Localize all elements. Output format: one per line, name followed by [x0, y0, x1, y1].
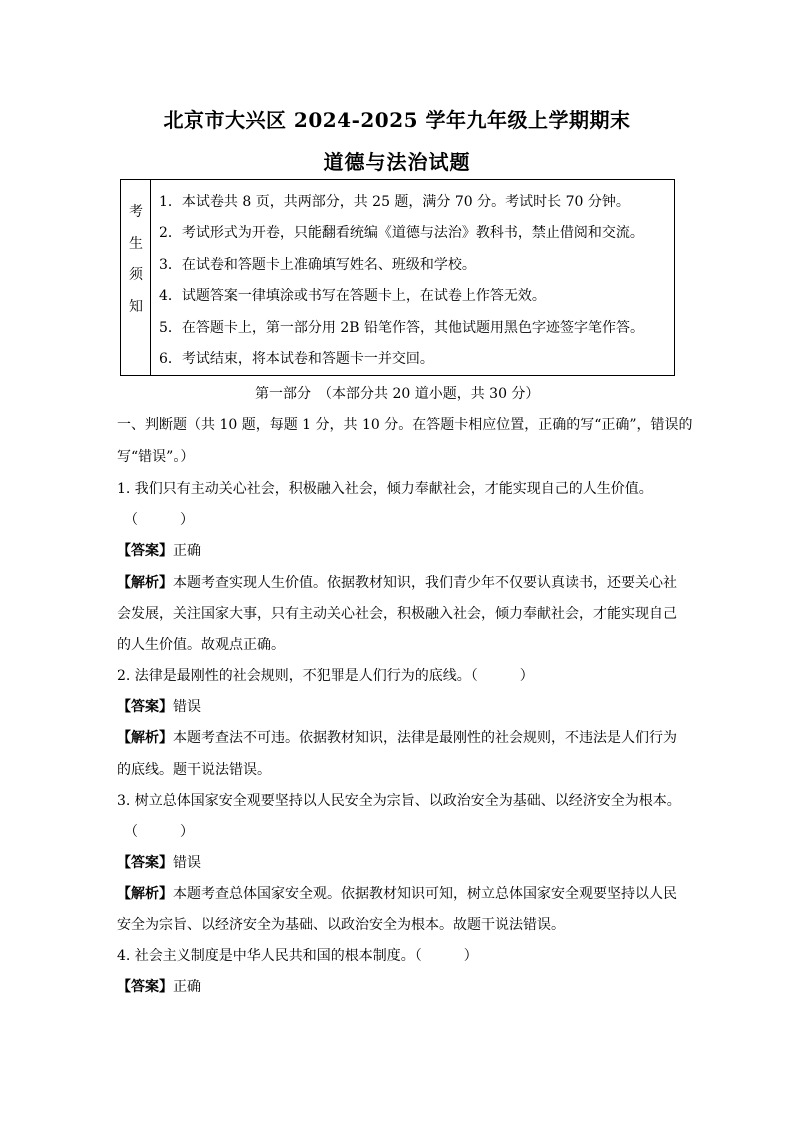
notice-item: 3．在试卷和答题卡上准确填写姓名、班级和学校。: [159, 256, 476, 273]
analysis-text: 本题考查法不可违。依据教材知识，法律是最刚性的社会规则，不违法是人们行为: [173, 730, 677, 746]
analysis-text: 的人生价值。故观点正确。: [117, 637, 285, 653]
answer-label: 【答案】: [117, 699, 173, 715]
answer-blank: （ ）: [124, 824, 194, 840]
part-header: 第一部分 （本部分共 20 道小题，共 30 分）: [255, 386, 540, 402]
analysis-line: [117, 728, 677, 748]
exam-notice-box: [120, 179, 675, 376]
section-intro: 写“错误”。）: [117, 449, 195, 465]
question-3: 3. 树立总体国家安全观要坚持以人民安全为宗旨、以政治安全为基础、以经济安全为根本。: [117, 793, 681, 809]
notice-item: 4．试题答案一律填涂或书写在答题卡上，在试卷上作答无效。: [159, 288, 546, 305]
notice-label-char: 须: [129, 267, 143, 283]
answer-label: 【答案】: [117, 855, 173, 871]
answer-value: 错误: [173, 855, 201, 871]
answer-value: 错误: [173, 699, 201, 715]
notice-item: 1．本试卷共 8 页，共两部分，共 25 题，满分 70 分。考试时长 70 分钟。: [159, 194, 630, 210]
notice-label-char: 考: [129, 204, 143, 220]
analysis-label: 【解析】: [117, 730, 173, 746]
notice-item: 6．考试结束，将本试卷和答题卡一并交回。: [159, 350, 434, 367]
analysis-label: 【解析】: [117, 575, 173, 591]
answer-line: [117, 541, 201, 561]
question-1: 1. 我们只有主动关心社会，积极融入社会，倾力奉献社会，才能实现自己的人生价值。: [117, 481, 653, 497]
notice-list: [159, 192, 644, 380]
notice-label-char: 生: [129, 236, 143, 252]
question-2: 2. 法律是最刚性的社会规则，不犯罪是人们行为的底线。（ ）: [117, 668, 534, 684]
notice-item: 5．在答题卡上，第一部分用 2B 铅笔作答，其他试题用黑色字迹签字笔作答。: [159, 319, 645, 336]
analysis-line: [117, 884, 677, 904]
analysis-text: 安全为宗旨、以经济安全为基础、以政治安全为根本。故题干说法错误。: [117, 917, 565, 933]
analysis-label: 【解析】: [117, 886, 173, 902]
page-title: 北京市大兴区 2024-2025 学年九年级上学期期末: [163, 108, 631, 132]
answer-blank: （ ）: [124, 512, 194, 528]
answer-label: 【答案】: [117, 979, 173, 995]
analysis-text: 本题考查实现人生价值。依据教材知识，我们青少年不仅要认真读书，还要关心社: [173, 575, 677, 591]
page-subtitle: 道德与法治试题: [323, 150, 471, 174]
analysis-text: 会发展，关注国家大事，只有主动关心社会，积极融入社会，倾力奉献社会，才能实现自己: [117, 606, 677, 622]
notice-label-column: [121, 180, 151, 375]
notice-item: 2．考试形式为开卷，只能翻看统编《道德与法治》教科书，禁止借阅和交流。: [159, 225, 644, 242]
notice-label-char: 知: [129, 299, 143, 315]
answer-label: 【答案】: [117, 543, 173, 559]
analysis-text: 的底线。题干说法错误。: [117, 762, 271, 778]
answer-value: 正确: [173, 543, 201, 559]
analysis-text: 本题考查总体国家安全观。依据教材知识可知，树立总体国家安全观要坚持以人民: [173, 886, 677, 902]
answer-value: 正确: [173, 979, 201, 995]
answer-line: [117, 697, 201, 717]
section-intro: 一、判断题（共 10 题，每题 1 分，共 10 分。在答题卡相应位置，正确的写“正确”，错误的: [117, 417, 693, 433]
answer-line: [117, 977, 201, 997]
question-4: 4. 社会主义制度是中华人民共和国的根本制度。（ ）: [117, 948, 478, 964]
answer-line: [117, 853, 201, 873]
analysis-line: [117, 573, 677, 593]
